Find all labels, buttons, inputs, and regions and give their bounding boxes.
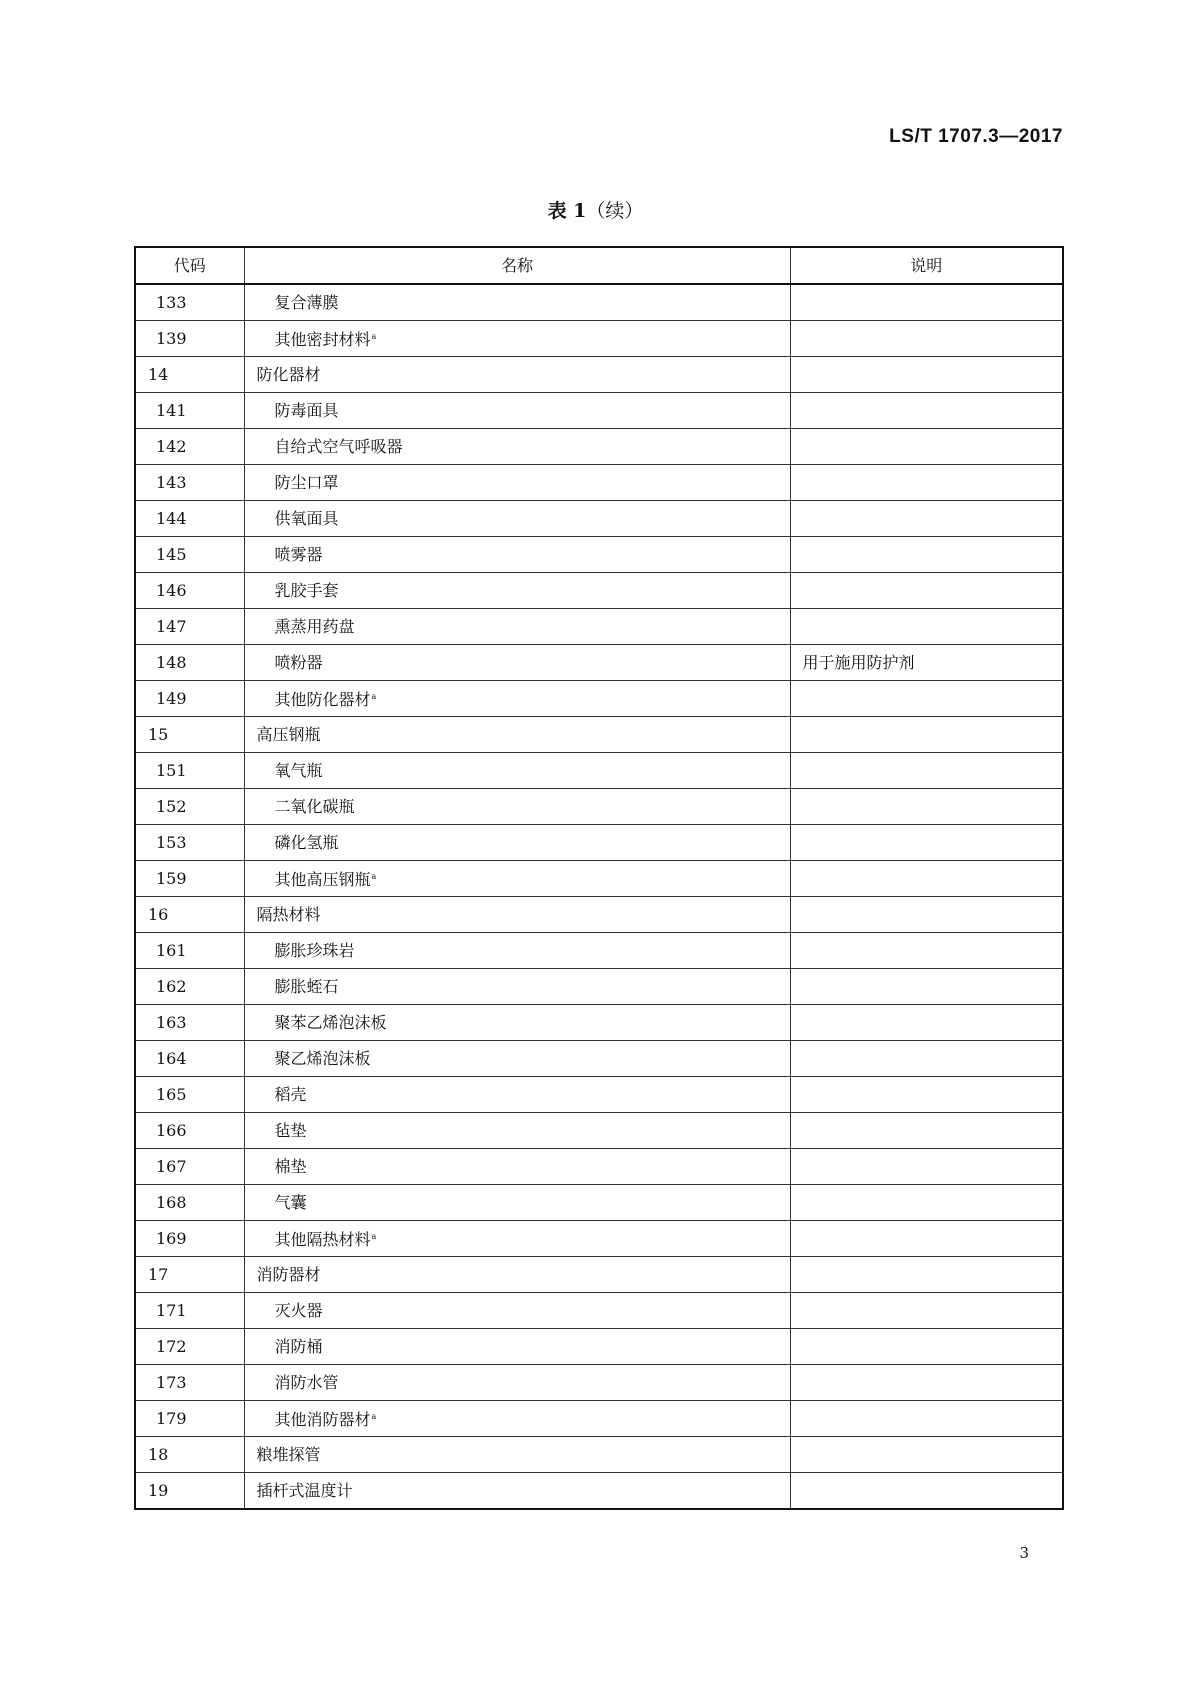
table-row bbox=[135, 753, 1063, 789]
cell-note bbox=[790, 753, 1063, 789]
cell-name-text: 聚乙烯泡沫板 bbox=[274, 1048, 371, 1068]
cell-name-text: 防尘口罩 bbox=[274, 472, 339, 492]
cell-name bbox=[244, 1257, 790, 1293]
cell-note: 用于施用防护剂 bbox=[790, 645, 1063, 681]
cell-name bbox=[244, 501, 790, 537]
cell-code: 146 bbox=[135, 573, 244, 609]
footnote-marker: a bbox=[371, 1232, 377, 1241]
cell-code: 171 bbox=[135, 1293, 244, 1329]
code-table bbox=[134, 246, 1064, 1510]
cell-name-text: 气囊 bbox=[274, 1192, 307, 1212]
table-caption-suffix: （续） bbox=[586, 200, 644, 222]
cell-name bbox=[244, 1221, 790, 1257]
table-row bbox=[135, 933, 1063, 969]
table-row bbox=[135, 284, 1063, 321]
cell-code: 164 bbox=[135, 1041, 244, 1077]
cell-name-text: 其他防化器材 bbox=[274, 690, 371, 709]
table-row bbox=[135, 1149, 1063, 1185]
cell-code: 145 bbox=[135, 537, 244, 573]
cell-name bbox=[244, 284, 790, 321]
table-row bbox=[135, 969, 1063, 1005]
cell-code: 149 bbox=[135, 681, 244, 717]
page-number: 3 bbox=[1019, 1544, 1029, 1562]
cell-note bbox=[790, 681, 1063, 717]
cell-name bbox=[244, 1293, 790, 1329]
cell-name-text: 粮堆探管 bbox=[256, 1444, 321, 1464]
table-row bbox=[135, 861, 1063, 897]
cell-note bbox=[790, 1365, 1063, 1401]
cell-name bbox=[244, 393, 790, 429]
cell-note bbox=[790, 573, 1063, 609]
cell-name-text: 其他密封材料 bbox=[274, 330, 371, 349]
cell-note bbox=[790, 1185, 1063, 1221]
table-row bbox=[135, 465, 1063, 501]
table-row bbox=[135, 789, 1063, 825]
cell-code: 169 bbox=[135, 1221, 244, 1257]
cell-note bbox=[790, 357, 1063, 393]
cell-name-text: 消防桶 bbox=[274, 1336, 323, 1356]
cell-name bbox=[244, 537, 790, 573]
cell-note bbox=[790, 897, 1063, 933]
cell-note bbox=[790, 609, 1063, 645]
cell-name-text: 消防水管 bbox=[274, 1372, 339, 1392]
cell-name bbox=[244, 1185, 790, 1221]
cell-code: 142 bbox=[135, 429, 244, 465]
table-row bbox=[135, 429, 1063, 465]
header-name: 名称 bbox=[244, 247, 790, 284]
cell-name-text: 氧气瓶 bbox=[274, 760, 323, 780]
cell-name bbox=[244, 753, 790, 789]
cell-code: 166 bbox=[135, 1113, 244, 1149]
cell-name bbox=[244, 1149, 790, 1185]
cell-code: 159 bbox=[135, 861, 244, 897]
cell-note bbox=[790, 933, 1063, 969]
table-body bbox=[135, 284, 1063, 1509]
cell-code: 147 bbox=[135, 609, 244, 645]
cell-code: 18 bbox=[135, 1437, 244, 1473]
cell-name bbox=[244, 681, 790, 717]
cell-code: 173 bbox=[135, 1365, 244, 1401]
cell-note bbox=[790, 1473, 1063, 1510]
cell-note bbox=[790, 501, 1063, 537]
table-header bbox=[135, 247, 1063, 284]
cell-note bbox=[790, 1113, 1063, 1149]
cell-note bbox=[790, 1149, 1063, 1185]
cell-name-text: 其他高压钢瓶 bbox=[274, 870, 371, 889]
table-row bbox=[135, 681, 1063, 717]
cell-note bbox=[790, 1401, 1063, 1437]
cell-name bbox=[244, 357, 790, 393]
cell-name-text: 喷粉器 bbox=[274, 652, 323, 672]
cell-name-text: 其他隔热材料 bbox=[274, 1230, 371, 1249]
cell-note bbox=[790, 1041, 1063, 1077]
table-row bbox=[135, 1077, 1063, 1113]
cell-name bbox=[244, 645, 790, 681]
cell-name bbox=[244, 897, 790, 933]
cell-name-text: 膨胀蛭石 bbox=[274, 976, 339, 996]
header-code: 代码 bbox=[135, 247, 244, 284]
cell-name-text: 膨胀珍珠岩 bbox=[274, 940, 355, 960]
table-row bbox=[135, 609, 1063, 645]
cell-name-text: 棉垫 bbox=[274, 1156, 307, 1176]
footnote-marker: a bbox=[371, 872, 377, 881]
cell-name-text: 防毒面具 bbox=[274, 400, 339, 420]
table-row bbox=[135, 357, 1063, 393]
table-row bbox=[135, 1005, 1063, 1041]
table-row bbox=[135, 1257, 1063, 1293]
cell-code: 165 bbox=[135, 1077, 244, 1113]
cell-name-text: 自给式空气呼吸器 bbox=[274, 436, 403, 456]
cell-note bbox=[790, 465, 1063, 501]
table-row bbox=[135, 645, 1063, 681]
cell-name bbox=[244, 321, 790, 357]
cell-name-text: 其他消防器材 bbox=[274, 1410, 371, 1429]
cell-code: 143 bbox=[135, 465, 244, 501]
cell-code: 172 bbox=[135, 1329, 244, 1365]
cell-name-text: 隔热材料 bbox=[256, 904, 321, 924]
cell-name bbox=[244, 717, 790, 753]
table-row bbox=[135, 1113, 1063, 1149]
cell-code: 153 bbox=[135, 825, 244, 861]
table-row bbox=[135, 1185, 1063, 1221]
cell-note bbox=[790, 321, 1063, 357]
cell-code: 19 bbox=[135, 1473, 244, 1510]
cell-code: 133 bbox=[135, 284, 244, 321]
table-row bbox=[135, 1293, 1063, 1329]
cell-code: 139 bbox=[135, 321, 244, 357]
table-row bbox=[135, 1365, 1063, 1401]
cell-name bbox=[244, 825, 790, 861]
cell-name bbox=[244, 1113, 790, 1149]
table-row bbox=[135, 897, 1063, 933]
cell-name bbox=[244, 429, 790, 465]
cell-name-text: 磷化氢瓶 bbox=[274, 832, 339, 852]
cell-note bbox=[790, 1293, 1063, 1329]
cell-name-text: 复合薄膜 bbox=[274, 292, 339, 312]
cell-name bbox=[244, 861, 790, 897]
table-row bbox=[135, 321, 1063, 357]
table-row bbox=[135, 1041, 1063, 1077]
cell-code: 16 bbox=[135, 897, 244, 933]
cell-note bbox=[790, 393, 1063, 429]
cell-name bbox=[244, 969, 790, 1005]
table-row bbox=[135, 1221, 1063, 1257]
cell-name-text: 稻壳 bbox=[274, 1084, 307, 1104]
cell-name bbox=[244, 1437, 790, 1473]
cell-note bbox=[790, 284, 1063, 321]
cell-name bbox=[244, 1329, 790, 1365]
cell-code: 17 bbox=[135, 1257, 244, 1293]
cell-note bbox=[790, 1005, 1063, 1041]
cell-name-text: 乳胶手套 bbox=[274, 580, 339, 600]
cell-code: 151 bbox=[135, 753, 244, 789]
table-row bbox=[135, 537, 1063, 573]
cell-note bbox=[790, 789, 1063, 825]
cell-name-text: 熏蒸用药盘 bbox=[274, 616, 355, 636]
cell-code: 144 bbox=[135, 501, 244, 537]
cell-name bbox=[244, 1365, 790, 1401]
cell-name bbox=[244, 1473, 790, 1510]
table-row bbox=[135, 1473, 1063, 1510]
cell-note bbox=[790, 717, 1063, 753]
cell-name-text: 高压钢瓶 bbox=[256, 724, 321, 744]
cell-note bbox=[790, 969, 1063, 1005]
cell-name-text: 消防器材 bbox=[256, 1264, 321, 1284]
cell-note bbox=[790, 861, 1063, 897]
footnote-marker: a bbox=[371, 1412, 377, 1421]
cell-name-text: 喷雾器 bbox=[274, 544, 323, 564]
cell-name-text: 二氧化碳瓶 bbox=[274, 796, 355, 816]
footnote-marker: a bbox=[371, 332, 377, 341]
cell-code: 148 bbox=[135, 645, 244, 681]
footnote-marker: a bbox=[371, 692, 377, 701]
cell-note bbox=[790, 1221, 1063, 1257]
cell-code: 163 bbox=[135, 1005, 244, 1041]
cell-note bbox=[790, 825, 1063, 861]
cell-name-text: 灭火器 bbox=[274, 1300, 323, 1320]
cell-code: 15 bbox=[135, 717, 244, 753]
cell-name bbox=[244, 789, 790, 825]
cell-code: 152 bbox=[135, 789, 244, 825]
cell-note bbox=[790, 429, 1063, 465]
cell-name bbox=[244, 609, 790, 645]
cell-name-text: 插杆式温度计 bbox=[256, 1480, 353, 1500]
cell-name bbox=[244, 573, 790, 609]
cell-name bbox=[244, 465, 790, 501]
cell-name bbox=[244, 1401, 790, 1437]
cell-name-text: 供氧面具 bbox=[274, 508, 339, 528]
table-row bbox=[135, 1437, 1063, 1473]
cell-code: 14 bbox=[135, 357, 244, 393]
cell-note bbox=[790, 537, 1063, 573]
cell-code: 167 bbox=[135, 1149, 244, 1185]
standard-code: LS/T 1707.3—2017 bbox=[889, 126, 1063, 147]
table-row bbox=[135, 1401, 1063, 1437]
table-caption bbox=[0, 196, 1191, 223]
table-row bbox=[135, 717, 1063, 753]
cell-note bbox=[790, 1329, 1063, 1365]
cell-note bbox=[790, 1077, 1063, 1113]
table-row bbox=[135, 573, 1063, 609]
cell-code: 168 bbox=[135, 1185, 244, 1221]
cell-name-text: 聚苯乙烯泡沫板 bbox=[274, 1012, 387, 1032]
cell-name bbox=[244, 1077, 790, 1113]
cell-note bbox=[790, 1437, 1063, 1473]
header-note: 说明 bbox=[790, 247, 1063, 284]
cell-code: 161 bbox=[135, 933, 244, 969]
table-row bbox=[135, 393, 1063, 429]
cell-code: 179 bbox=[135, 1401, 244, 1437]
table-caption-title: 表 1 bbox=[547, 200, 587, 222]
cell-name bbox=[244, 1041, 790, 1077]
cell-name bbox=[244, 933, 790, 969]
table-header-row bbox=[135, 247, 1063, 284]
table-row bbox=[135, 825, 1063, 861]
cell-code: 162 bbox=[135, 969, 244, 1005]
table-row bbox=[135, 501, 1063, 537]
cell-code: 141 bbox=[135, 393, 244, 429]
cell-name bbox=[244, 1005, 790, 1041]
cell-name-text: 防化器材 bbox=[256, 364, 321, 384]
cell-note bbox=[790, 1257, 1063, 1293]
table-row bbox=[135, 1329, 1063, 1365]
cell-name-text: 毡垫 bbox=[274, 1120, 307, 1140]
